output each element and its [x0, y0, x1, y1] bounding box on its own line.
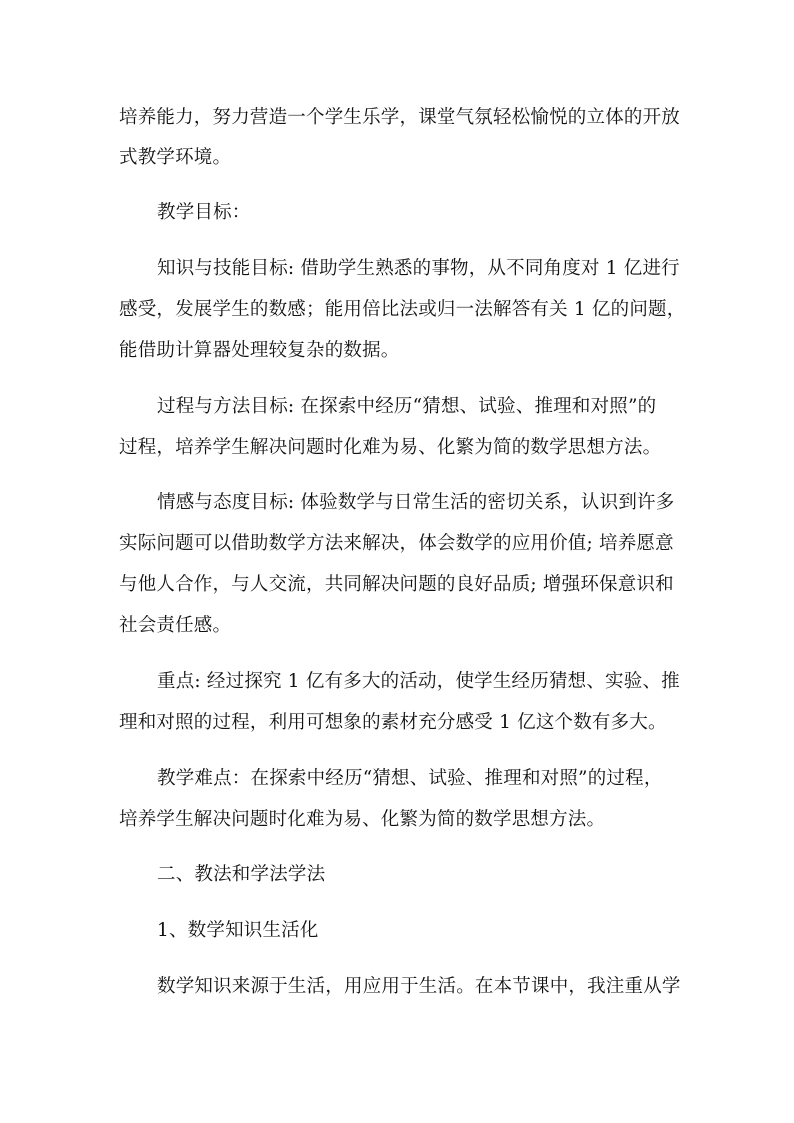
paragraph-line: 培养能力，努力营造一个学生乐学，课堂气氛轻松愉悦的立体的开放 — [119, 107, 681, 128]
paragraph-line: 知识与技能目标: 借助学生熟悉的事物，从不同角度对 1 亿进行 — [157, 258, 680, 279]
paragraph-line: 教学难点：在探索中经历“猜想、试验、推理和对照”的过程， — [157, 768, 663, 789]
paragraph-line: 重点: 经过探究 1 亿有多大的活动，使学生经历猜想、实验、推 — [157, 671, 680, 692]
paragraph-line: 培养学生解决问题时化难为易、化繁为简的数学思想方法。 — [119, 809, 606, 830]
subsection-heading: 1、数学知识生活化 — [157, 920, 319, 941]
paragraph-line: 理和对照的过程，利用可想象的素材充分感受 1 亿这个数有多大。 — [119, 712, 667, 733]
paragraph-line: 能借助计算器处理较复杂的数据。 — [119, 340, 400, 361]
paragraph-line: 数学知识来源于生活，用应用于生活。在本节课中，我注重从学 — [157, 976, 681, 997]
paragraph-line: 与他人合作，与人交流，共同解决问题的良好品质; 增强环保意识和 — [119, 574, 674, 595]
paragraph-line: 感受，发展学生的数感；能用倍比法或归一法解答有关 1 亿的问题， — [119, 299, 686, 320]
paragraph-line: 式教学环境。 — [119, 147, 232, 168]
paragraph-line: 社会责任感。 — [119, 615, 232, 636]
section-heading: 教学目标： — [157, 202, 251, 223]
paragraph-line: 情感与态度目标: 体验数学与日常生活的密切关系，认识到许多 — [157, 492, 675, 513]
paragraph-line: 过程，培养学生解决问题时化难为易、化繁为简的数学思想方法。 — [119, 437, 662, 458]
paragraph-line: 过程与方法目标: 在探索中经历“猜想、试验、推理和对照”的 — [157, 396, 657, 417]
paragraph-line: 实际问题可以借助数学方法来解决，体会数学的应用价值; 培养愿意 — [119, 533, 674, 554]
section-heading: 二、教法和学法学法 — [157, 864, 326, 885]
